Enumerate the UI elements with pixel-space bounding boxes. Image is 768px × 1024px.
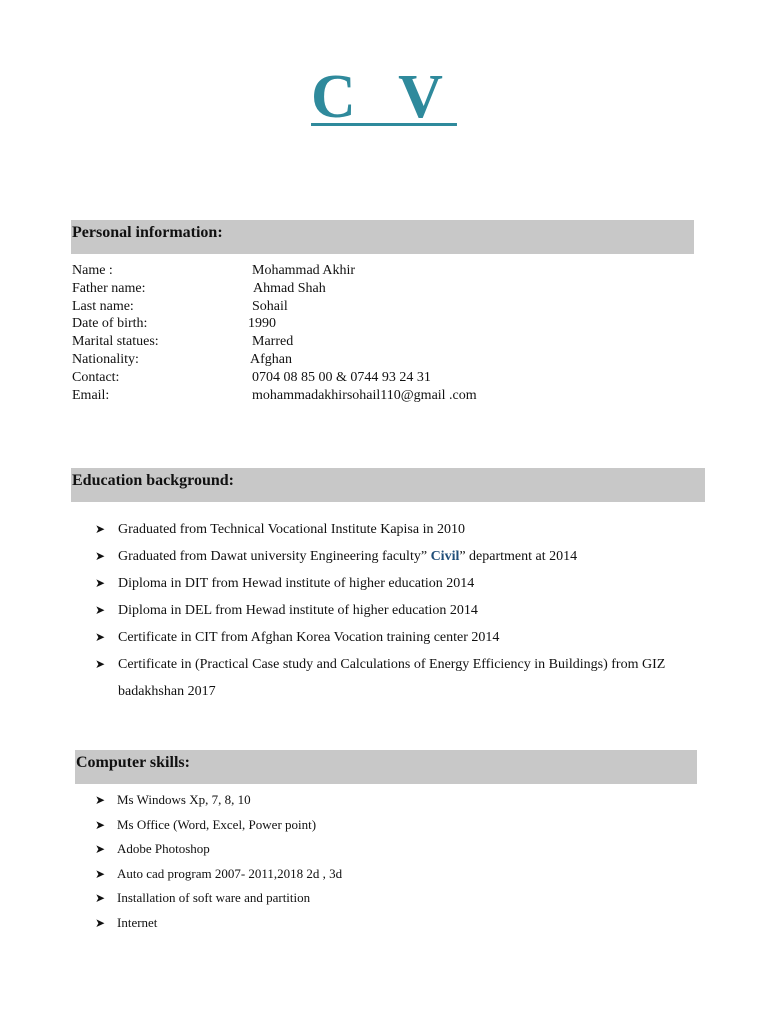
arrow-bullet-icon: ➤ [95, 630, 106, 644]
arrow-bullet-icon: ➤ [95, 657, 106, 671]
info-value: 1990 [248, 316, 276, 332]
info-value: Afghan [250, 351, 292, 367]
list-item-text: Certificate in CIT from Afghan Korea Vocation training center 2014 [118, 630, 500, 645]
arrow-bullet-icon: ➤ [95, 549, 106, 563]
list-item [95, 862, 695, 887]
list-item [95, 813, 695, 838]
info-value: Mohammad Akhir [252, 263, 356, 278]
arrow-bullet-icon: ➤ [95, 603, 106, 617]
list-item [95, 911, 695, 936]
info-label: Father name: [72, 280, 146, 296]
list-item-text: Internet [117, 914, 158, 930]
list-item [95, 570, 705, 597]
section-heading-personal: Personal information: [71, 220, 694, 254]
list-item-text: Installation of soft ware and partition [117, 890, 311, 906]
info-label: Name : [72, 263, 113, 278]
info-label: Email: [72, 387, 110, 403]
section-heading-education: Education background: [71, 468, 705, 502]
arrow-bullet-icon: ➤ [95, 793, 106, 807]
list-item [95, 651, 705, 705]
list-item [95, 624, 705, 651]
list-item [95, 543, 705, 570]
info-label: Marital statues: [72, 334, 159, 350]
info-value: 0704 08 85 00 & 0744 93 24 31 [252, 369, 431, 385]
list-item [95, 516, 705, 543]
section-heading-computer-skills: Computer skills: [75, 750, 697, 784]
list-item [95, 597, 705, 624]
arrow-bullet-icon: ➤ [95, 866, 106, 881]
info-label: Last name: [72, 298, 134, 314]
list-item-text: ” department at 2014 [459, 549, 578, 564]
list-item-text: Graduated from Dawat university Engineering faculty” [118, 549, 431, 564]
education-list [95, 516, 705, 705]
info-label: Date of birth: [72, 316, 148, 332]
list-item-text: Diploma in DEL from Hewad institute of higher education 2014 [118, 603, 478, 618]
cv-title: C V [311, 63, 457, 131]
info-value: Ahmad Shah [253, 280, 326, 296]
info-value: mohammadakhirsohail110@gmail .com [252, 387, 477, 403]
list-item-text: Auto cad program 2007- 2011,2018 2d , 3d [117, 865, 343, 881]
arrow-bullet-icon: ➤ [95, 915, 106, 930]
list-item-text: Diploma in DIT from Hewad institute of higher education 2014 [118, 576, 475, 591]
list-item-text: Ms Office (Word, Excel, Power point) [117, 816, 317, 832]
list-item-text: Ms Windows Xp, 7, 8, 10 [117, 792, 251, 807]
computer-skills-list [95, 788, 695, 936]
info-label: Contact: [72, 369, 120, 385]
list-item-text: Graduated from Technical Vocational Institute Kapisa in 2010 [118, 522, 465, 537]
list-item-text: Certificate in (Practical Case study and Calculations of Energy Efficiency in Buildings) from GIZ badakhshan 2017 [118, 657, 666, 699]
info-label: Nationality: [72, 351, 139, 367]
arrow-bullet-icon: ➤ [95, 522, 106, 536]
list-item [95, 886, 695, 911]
highlight-civil: Civil [430, 549, 460, 564]
info-value: Marred [252, 334, 294, 350]
arrow-bullet-icon: ➤ [95, 576, 106, 590]
list-item-text: Adobe Photoshop [117, 841, 210, 857]
arrow-bullet-icon: ➤ [95, 842, 106, 857]
arrow-bullet-icon: ➤ [95, 817, 106, 832]
list-item [95, 788, 695, 813]
list-item [95, 837, 695, 862]
arrow-bullet-icon: ➤ [95, 891, 106, 906]
info-value: Sohail [252, 298, 288, 314]
